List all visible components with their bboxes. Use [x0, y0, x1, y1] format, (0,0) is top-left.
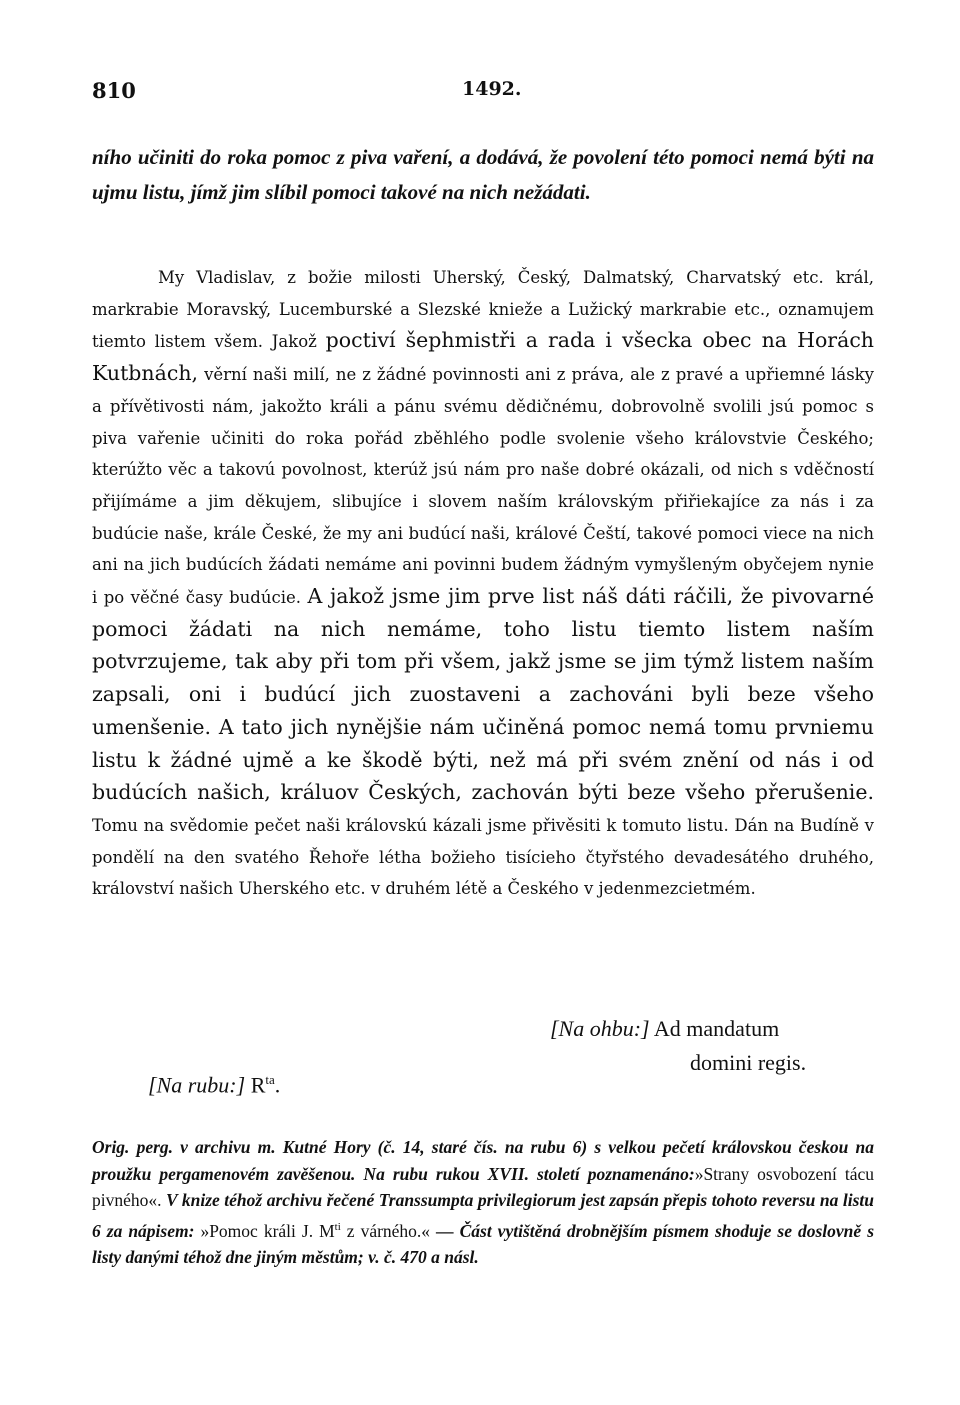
back-endorsement	[148, 1072, 280, 1098]
fold-line-1: Ad mandatum	[653, 1016, 780, 1041]
charter-part-4: A jakož jsme jim prve list náš dáti ráčili, že pivovarné pomoci žádati na nich nemáme, toho listu tiemto listem naším potvrzujeme, tak aby při tom při všem, jakž jsme se jim týmž listem naším zapsali, oni i budúcí jich zuostaveni a zachováni byli beze všeho umenšenie. A tato jich nynějšie nám učiněná pomoc nemá tomu prvniemu listu k žádné ujmě a ke škodě býti, než má při svém znění od nás i od budúcích našich, králuov Českých, zachován býti beze všeho přerušenie.	[92, 584, 874, 805]
back-text: R	[250, 1072, 266, 1098]
fold-endorsement	[550, 1012, 806, 1080]
note-part-4-sup: ti	[334, 1220, 341, 1233]
back-text-end: .	[274, 1072, 281, 1098]
fold-line-2: domini regis.	[690, 1050, 807, 1075]
note-part-4: »Pomoc králi J. M	[200, 1220, 335, 1241]
note-part-1: Orig. perg. v archivu m. Kutné Hory (č. 14, staré čís. na rubu 6) s velkou pečetí královskou českou na proužku pergamenovém zavěšenou. Na rubu rukou XVII. století poznamenáno:	[92, 1137, 874, 1184]
note-part-3: V knize téhož archivu řečené Transsumpta privilegiorum jest zapsán přepis tohoto reversu na listu 6 za nápisem:	[92, 1190, 874, 1241]
charter-part-1: My Vladislav, z božie milosti Uherský, Český, Dalmatský, Charvatský etc. král, markrabie Moravský, Lucemburské a Slezské knieže a Lužický markrabie etc., oznamujem tiemto listem všem. Jakož	[92, 268, 874, 352]
note-part-2: »Strany osvobození tácu pivného«.	[92, 1163, 874, 1210]
back-text-sup: ta	[265, 1072, 275, 1087]
charter-text	[92, 262, 874, 905]
note-part-5: z várného.«	[346, 1220, 431, 1241]
charter-part-2: poctiví šephmistři a rada i všecka obec na Horách Kutbnách,	[92, 328, 875, 386]
note-part-6: — Část vytištěná drobnějším písmem shoduje se doslovně s listy danými téhož dne jiným městům; v. č. 470 a násl.	[92, 1220, 875, 1267]
fold-label: [Na ohbu:]	[550, 1016, 650, 1041]
editorial-note	[92, 1134, 874, 1270]
page-number: 810	[92, 78, 136, 103]
charter-part-5: Tomu na svědomie pečet naši královskú kázali jsme přivěsiti k tomuto listu. Dán na Budíně v pondělí na den svatého Řehoře létha božieho tisícieho čtyřstého devadesátého druhého, království našich Uherského etc. v druhém létě a Českého v jedenmezcietmém.	[92, 815, 874, 899]
regest-summary: ního učiniti do roka pomoc z piva vaření, a dodává, že povolení této pomoci nemá býti na ujmu listu, jímž jim slíbil pomoci takové na nich nežádati.	[92, 145, 874, 204]
page-year: 1492.	[462, 78, 522, 100]
charter-part-3: věrní naši milí, ne z žádné povinnosti ani z práva, ale z pravé a upřiemné lásky a přívětivosti nám, jakožto králi a pánu svému dědičnému, dobrovolně svolili jsú pomoc s piva vařenie učiniti do roka pořád zběhlého podle svolenie všeho královstvie Českého; kterúžto věc a takovú povolnost, kterúž jsú nám pro naše dobré okázali, od nich s vděčností přijímáme a jim děkujem, slibujíce i slovem naším královským přiřiekajíce za nás i za budúcie naše, krále České, že my ani budúcí naši, králové Čeští, takové pomoci viece na nich ani na jich budúcích žádati nemáme ani povinni budem žádným vymyšleným obyčejem nynie i po věčné časy budúcie.	[92, 365, 874, 608]
back-label: [Na rubu:]	[148, 1072, 246, 1098]
